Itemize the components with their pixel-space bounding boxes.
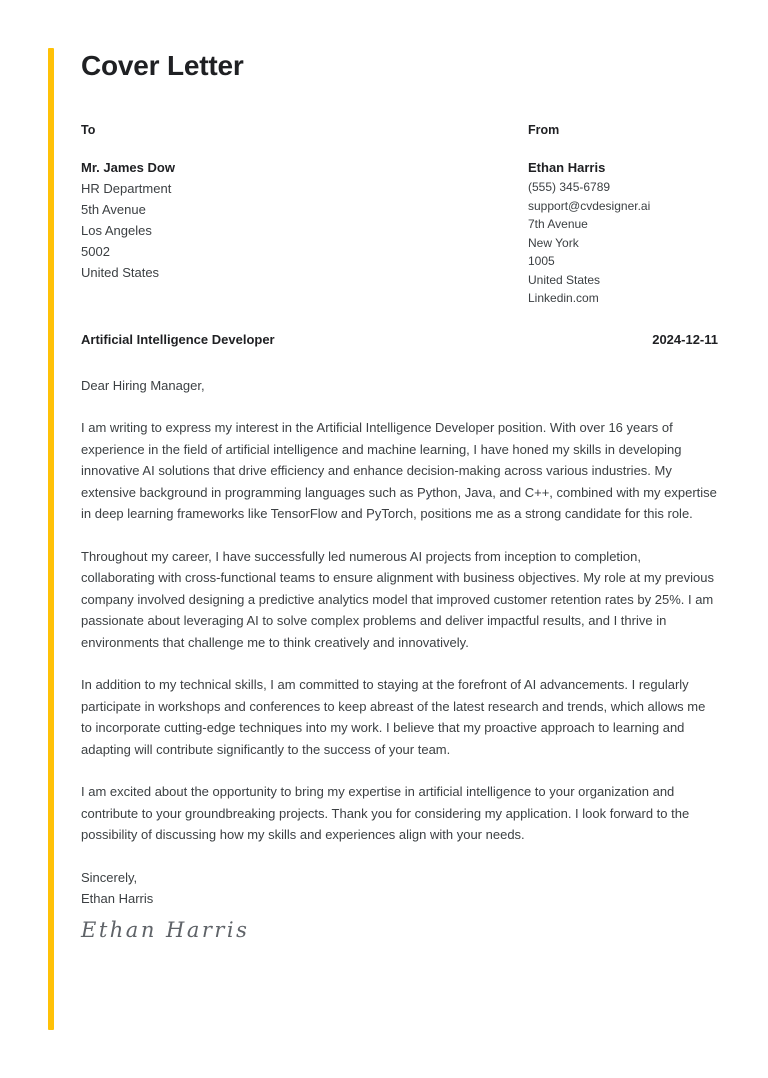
accent-bar [48, 48, 54, 1030]
body-paragraph: I am excited about the opportunity to bring my expertise in artificial intelligence to your organization and contribute to your groundbreaking projects. Thank you for considering my application. I look forward to the possibility of discussing how my skills and experiences align with your needs. [81, 784, 690, 842]
signature-name: Ethan Harris [81, 891, 154, 906]
body-paragraph: Throughout my career, I have successfully led numerous AI projects from inception to completion, collaborating with cross-functional teams to ensure alignment with business objectives. My role at my previous company involved designing a predictive analytics model that improved customer retention rates by 25%. I am passionate about leveraging AI to solve complex problems and deliver impactful results, and I thrive in environments that challenge me to think creatively and innovatively. [81, 548, 714, 650]
sender-name: Ethan Harris [528, 160, 606, 175]
sender-email: support@cvdesigner.ai [528, 198, 651, 213]
recipient-line: Los Angeles [81, 223, 152, 238]
recipient-line: 5th Avenue [81, 202, 146, 217]
job-title-row [81, 331, 718, 348]
page-title: Cover Letter [81, 50, 244, 81]
salutation: Dear Hiring Manager, [81, 377, 205, 393]
recipient-label: To [81, 123, 96, 137]
sender-phone: (555) 345-6789 [528, 180, 611, 194]
letter-body [81, 375, 718, 942]
sender-line: United States [528, 272, 601, 287]
recipient-line: 5002 [81, 244, 110, 259]
recipient-line: HR Department [81, 181, 172, 196]
letter-content [81, 0, 718, 941]
address-section [81, 123, 718, 308]
recipient-block [81, 123, 528, 308]
body-paragraph: I am writing to express my interest in the Artificial Intelligence Developer position. With over 16 years of experience in the field of artificial intelligence and machine learning, I have honed my skills in developing innovative AI solutions that drive efficiency and enhance decision-making across various industries. My extensive background in programming languages such as Python, Java, and C++, combined with my expertise in deep learning frameworks like TensorFlow and PyTorch, positions me as a strong candidate for this role. [81, 420, 717, 521]
closing: Sincerely, [81, 869, 138, 885]
sender-linkedin: Linkedin.com [528, 291, 599, 305]
sender-line: New York [528, 235, 579, 250]
sender-line: 1005 [528, 254, 555, 268]
sender-block [528, 123, 718, 308]
signature-script: Ethan Harris [81, 917, 250, 942]
body-paragraph: In addition to my technical skills, I am committed to staying at the forefront of AI advancements. I regularly participate in workshops and conferences to keep abreast of the latest research and trends, which allows me to incorporate cutting-edge techniques into my work. I believe that my proactive approach to learning and adapting will contribute significantly to the success of your team. [81, 677, 706, 757]
recipient-name: Mr. James Dow [81, 160, 175, 175]
recipient-line: United States [81, 265, 160, 280]
letter-date: 2024-12-11 [652, 331, 718, 347]
job-title: Artificial Intelligence Developer [81, 331, 275, 347]
sender-label: From [528, 123, 560, 137]
sender-line: 7th Avenue [528, 217, 588, 231]
